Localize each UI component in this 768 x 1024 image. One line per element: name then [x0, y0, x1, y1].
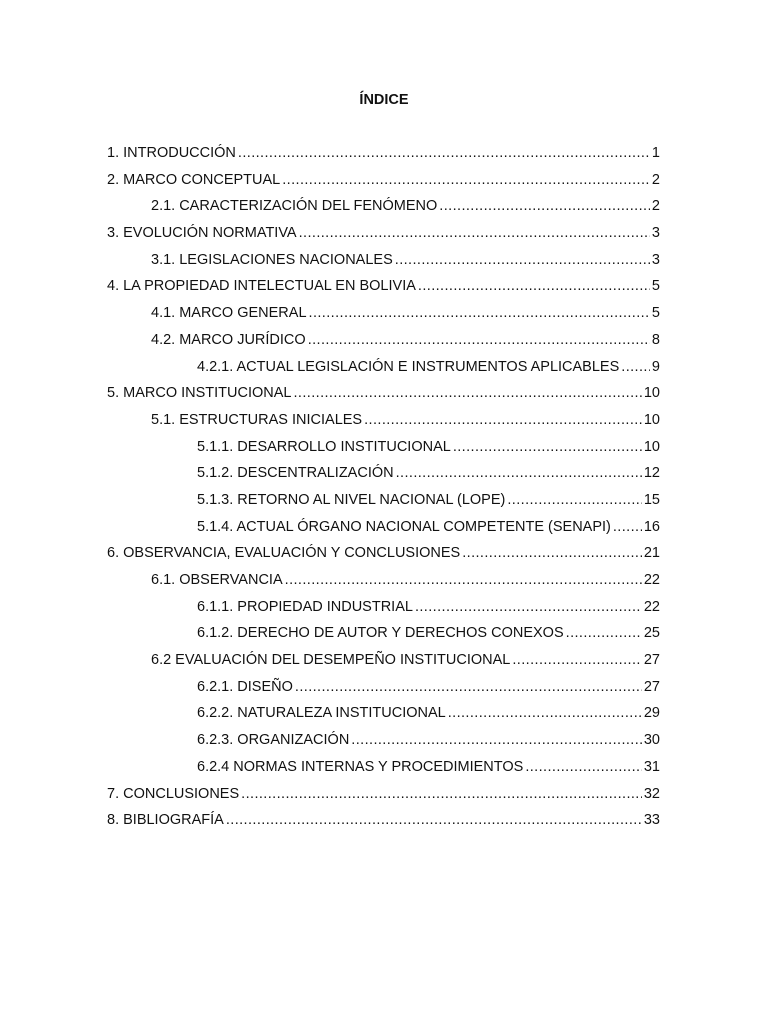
dot-leader: [308, 330, 650, 350]
toc-entry[interactable]: [107, 276, 660, 303]
toc-entry-title: 5.1.1. DESARROLLO INSTITUCIONAL: [197, 438, 451, 455]
toc-entry[interactable]: [107, 303, 660, 330]
toc-entry[interactable]: [107, 463, 660, 490]
toc-entry[interactable]: [107, 357, 660, 384]
dot-leader: [512, 650, 641, 670]
toc-entry-title: 1. INTRODUCCIÓN: [107, 145, 236, 161]
dot-leader: [418, 276, 650, 296]
dot-leader: [448, 703, 642, 723]
toc-entry[interactable]: [107, 383, 660, 410]
toc-entry-page-number: 12: [643, 465, 660, 482]
toc-entry-page-number: 21: [643, 545, 660, 562]
toc-entry-page-number: 30: [643, 732, 660, 749]
toc-entry-page-number: 27: [643, 652, 660, 669]
dot-leader: [299, 223, 650, 243]
toc-entry[interactable]: [107, 810, 660, 837]
toc-entry-page-number: 3: [651, 225, 660, 242]
toc-entry[interactable]: [107, 543, 660, 570]
dot-leader: [415, 597, 642, 617]
toc-entry-title: 8. BIBLIOGRAFÍA: [107, 812, 224, 829]
toc-entry[interactable]: [107, 570, 660, 597]
toc-entry-title: 5.1.2. DESCENTRALIZACIÓN: [197, 465, 394, 482]
toc-entry-page-number: 3: [651, 251, 660, 268]
dot-leader: [525, 757, 642, 777]
dot-leader: [364, 410, 642, 430]
toc-entry-page-number: 22: [643, 598, 660, 615]
dot-leader: [226, 810, 642, 830]
toc-entry[interactable]: [107, 703, 660, 730]
toc-entry-page-number: 2: [651, 198, 660, 215]
toc-entry[interactable]: [107, 196, 660, 223]
dot-leader: [241, 784, 642, 804]
toc-entry-page-number: 29: [643, 705, 660, 722]
dot-leader: [621, 357, 650, 377]
toc-entry-title: 6. OBSERVANCIA, EVALUACIÓN Y CONCLUSIONES: [107, 545, 461, 562]
toc-entry-page-number: 5: [651, 278, 660, 295]
dot-leader: [351, 730, 642, 750]
toc-entry-page-number: 31: [643, 758, 660, 775]
dot-leader: [507, 490, 642, 510]
dot-leader: [238, 143, 650, 163]
toc-entry-page-number: 10: [643, 385, 660, 402]
toc-entry[interactable]: [107, 650, 660, 677]
toc-entry[interactable]: [107, 490, 660, 517]
dot-leader: [566, 623, 642, 643]
dot-leader: [462, 543, 642, 563]
toc-entry[interactable]: [107, 677, 660, 704]
toc-entry-title: 6.1.2. DERECHO DE AUTOR Y DERECHOS CONEXOS: [197, 625, 564, 642]
toc-entry[interactable]: [107, 757, 660, 784]
toc-entry-title: 5.1.3. RETORNO AL NIVEL NACIONAL (LOPE): [197, 491, 506, 508]
toc-entry[interactable]: [107, 250, 660, 277]
toc-entry-page-number: 10: [643, 411, 660, 428]
dot-leader: [282, 170, 650, 190]
toc-entry[interactable]: [107, 437, 660, 464]
toc-entry-page-number: 22: [643, 572, 660, 588]
toc-entry[interactable]: [107, 784, 660, 811]
toc-entry-page-number: 10: [643, 438, 660, 455]
toc-entry[interactable]: [107, 170, 660, 197]
toc-entry-page-number: 15: [643, 491, 660, 508]
toc-entry-title: 4.2.1. ACTUAL LEGISLACIÓN E INSTRUMENTOS APLICABLES: [197, 358, 620, 375]
dot-leader: [309, 303, 650, 323]
toc-entry[interactable]: [107, 143, 660, 170]
toc-entry[interactable]: [107, 597, 660, 624]
toc-entry-title: 4. LA PROPIEDAD INTELECTUAL EN BOLIVIA: [107, 278, 416, 295]
toc-entry[interactable]: [107, 410, 660, 437]
toc-entry-page-number: 27: [643, 678, 660, 695]
toc-entry-title: 5.1.4. ACTUAL ÓRGANO NACIONAL COMPETENTE (SENAPI): [197, 518, 611, 535]
toc-entry-title: 6.1.1. PROPIEDAD INDUSTRIAL: [197, 598, 413, 615]
dot-leader: [613, 517, 642, 537]
toc-entry-title: 3. EVOLUCIÓN NORMATIVA: [107, 225, 297, 242]
table-of-contents: [107, 143, 660, 837]
toc-entry-title: 4.1. MARCO GENERAL: [151, 305, 307, 322]
toc-entry-title: 3.1. LEGISLACIONES NACIONALES: [151, 251, 393, 268]
toc-entry-page-number: 8: [651, 331, 660, 348]
dot-leader: [294, 383, 642, 403]
toc-entry-title: 4.2. MARCO JURÍDICO: [151, 331, 306, 348]
dot-leader: [285, 570, 642, 590]
toc-entry-title: 6.2.2. NATURALEZA INSTITUCIONAL: [197, 705, 446, 722]
toc-entry-title: 2.1. CARACTERIZACIÓN DEL FENÓMENO: [151, 198, 438, 215]
toc-entry[interactable]: [107, 623, 660, 650]
toc-entry-title: 6.2.3. ORGANIZACIÓN: [197, 732, 350, 749]
toc-entry-title: 6.2.4 NORMAS INTERNAS Y PROCEDIMIENTOS: [197, 758, 524, 775]
toc-entry-title: 5. MARCO INSTITUCIONAL: [107, 385, 292, 402]
dot-leader: [295, 677, 642, 697]
index-title: ÍNDICE: [359, 92, 409, 108]
dot-leader: [439, 196, 650, 216]
toc-entry-title: 6.2.1. DISEÑO: [197, 678, 293, 695]
dot-leader: [396, 463, 642, 483]
toc-entry-page-number: 5: [651, 305, 660, 322]
toc-entry[interactable]: [107, 730, 660, 757]
dot-leader: [453, 437, 642, 457]
toc-entry-page-number: 2: [651, 171, 660, 188]
toc-entry-title: 6.1. OBSERVANCIA: [151, 572, 283, 588]
toc-entry[interactable]: [107, 517, 660, 544]
toc-entry-title: 2. MARCO CONCEPTUAL: [107, 171, 281, 188]
toc-entry[interactable]: [107, 330, 660, 357]
toc-entry-page-number: 1: [651, 145, 660, 161]
dot-leader: [395, 250, 650, 270]
toc-entry-title: 6.2 EVALUACIÓN DEL DESEMPEÑO INSTITUCIONAL: [151, 652, 511, 669]
toc-entry-page-number: 25: [643, 625, 660, 642]
toc-entry-page-number: 16: [643, 518, 660, 535]
toc-entry[interactable]: [107, 223, 660, 250]
toc-entry-title: 5.1. ESTRUCTURAS INICIALES: [151, 411, 363, 428]
toc-entry-title: 7. CONCLUSIONES: [107, 785, 240, 802]
toc-entry-page-number: 9: [651, 358, 660, 375]
toc-entry-page-number: 32: [643, 785, 660, 802]
toc-entry-page-number: 33: [643, 812, 660, 829]
